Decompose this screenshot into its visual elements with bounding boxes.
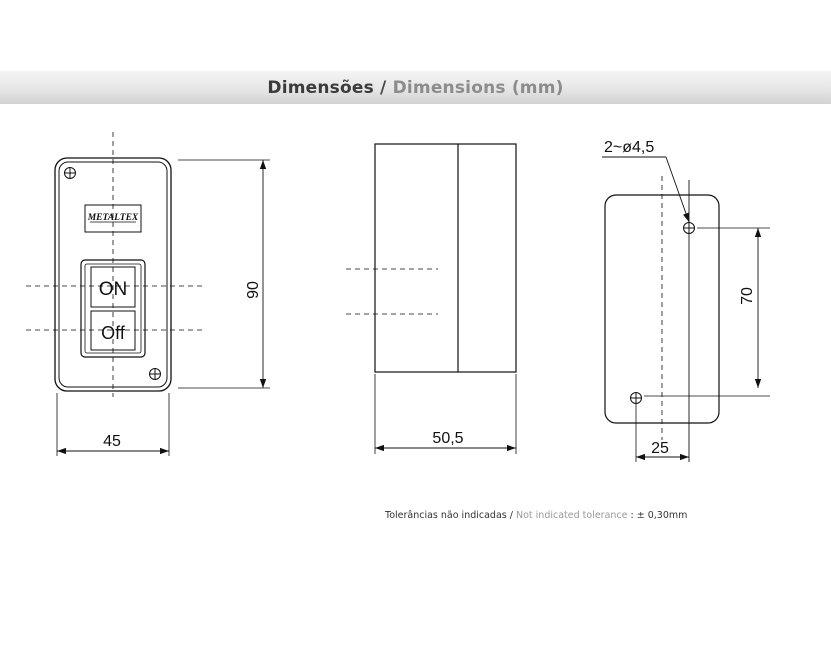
- back-view: [602, 157, 770, 462]
- on-button-label: ON: [98, 279, 128, 300]
- title-en: Dimensions (mm): [392, 78, 564, 98]
- height-dim-label: 90: [245, 281, 262, 299]
- width-dim-label: 45: [103, 433, 121, 450]
- side-body: [375, 144, 516, 372]
- front-view: [26, 132, 270, 456]
- off-button-label: Off: [101, 323, 125, 343]
- hole-spec-label: 2~ø4,5: [604, 139, 655, 156]
- mount-hole-bottom-icon: [631, 393, 642, 404]
- title-pt: Dimensões: [267, 78, 374, 98]
- tolerance-note: [385, 510, 687, 521]
- front-view-text: [87, 213, 262, 450]
- tolerance-note-pt: Tolerâncias não indicadas: [385, 510, 507, 521]
- mount-hole-top-icon: [684, 223, 695, 234]
- side-view: [346, 144, 516, 454]
- tolerance-note-separator: /: [506, 510, 516, 521]
- vert-dim-label: 70: [739, 287, 756, 305]
- back-view-text: [604, 139, 756, 457]
- title-separator: /: [373, 78, 393, 98]
- back-plate: [605, 195, 719, 423]
- depth-dim-label: 50,5: [432, 430, 464, 447]
- front-housing-outer: [55, 158, 171, 391]
- screw-top-left-icon: [65, 168, 76, 179]
- hole-spec-leader: [666, 157, 689, 222]
- tolerance-note-en: Not indicated tolerance: [516, 510, 628, 521]
- screw-bottom-right-icon: [150, 369, 161, 380]
- horiz-dim-label: 25: [651, 440, 669, 457]
- tolerance-note-value: : ± 0,30mm: [627, 510, 688, 521]
- brand-logo: METALTEX: [87, 213, 139, 223]
